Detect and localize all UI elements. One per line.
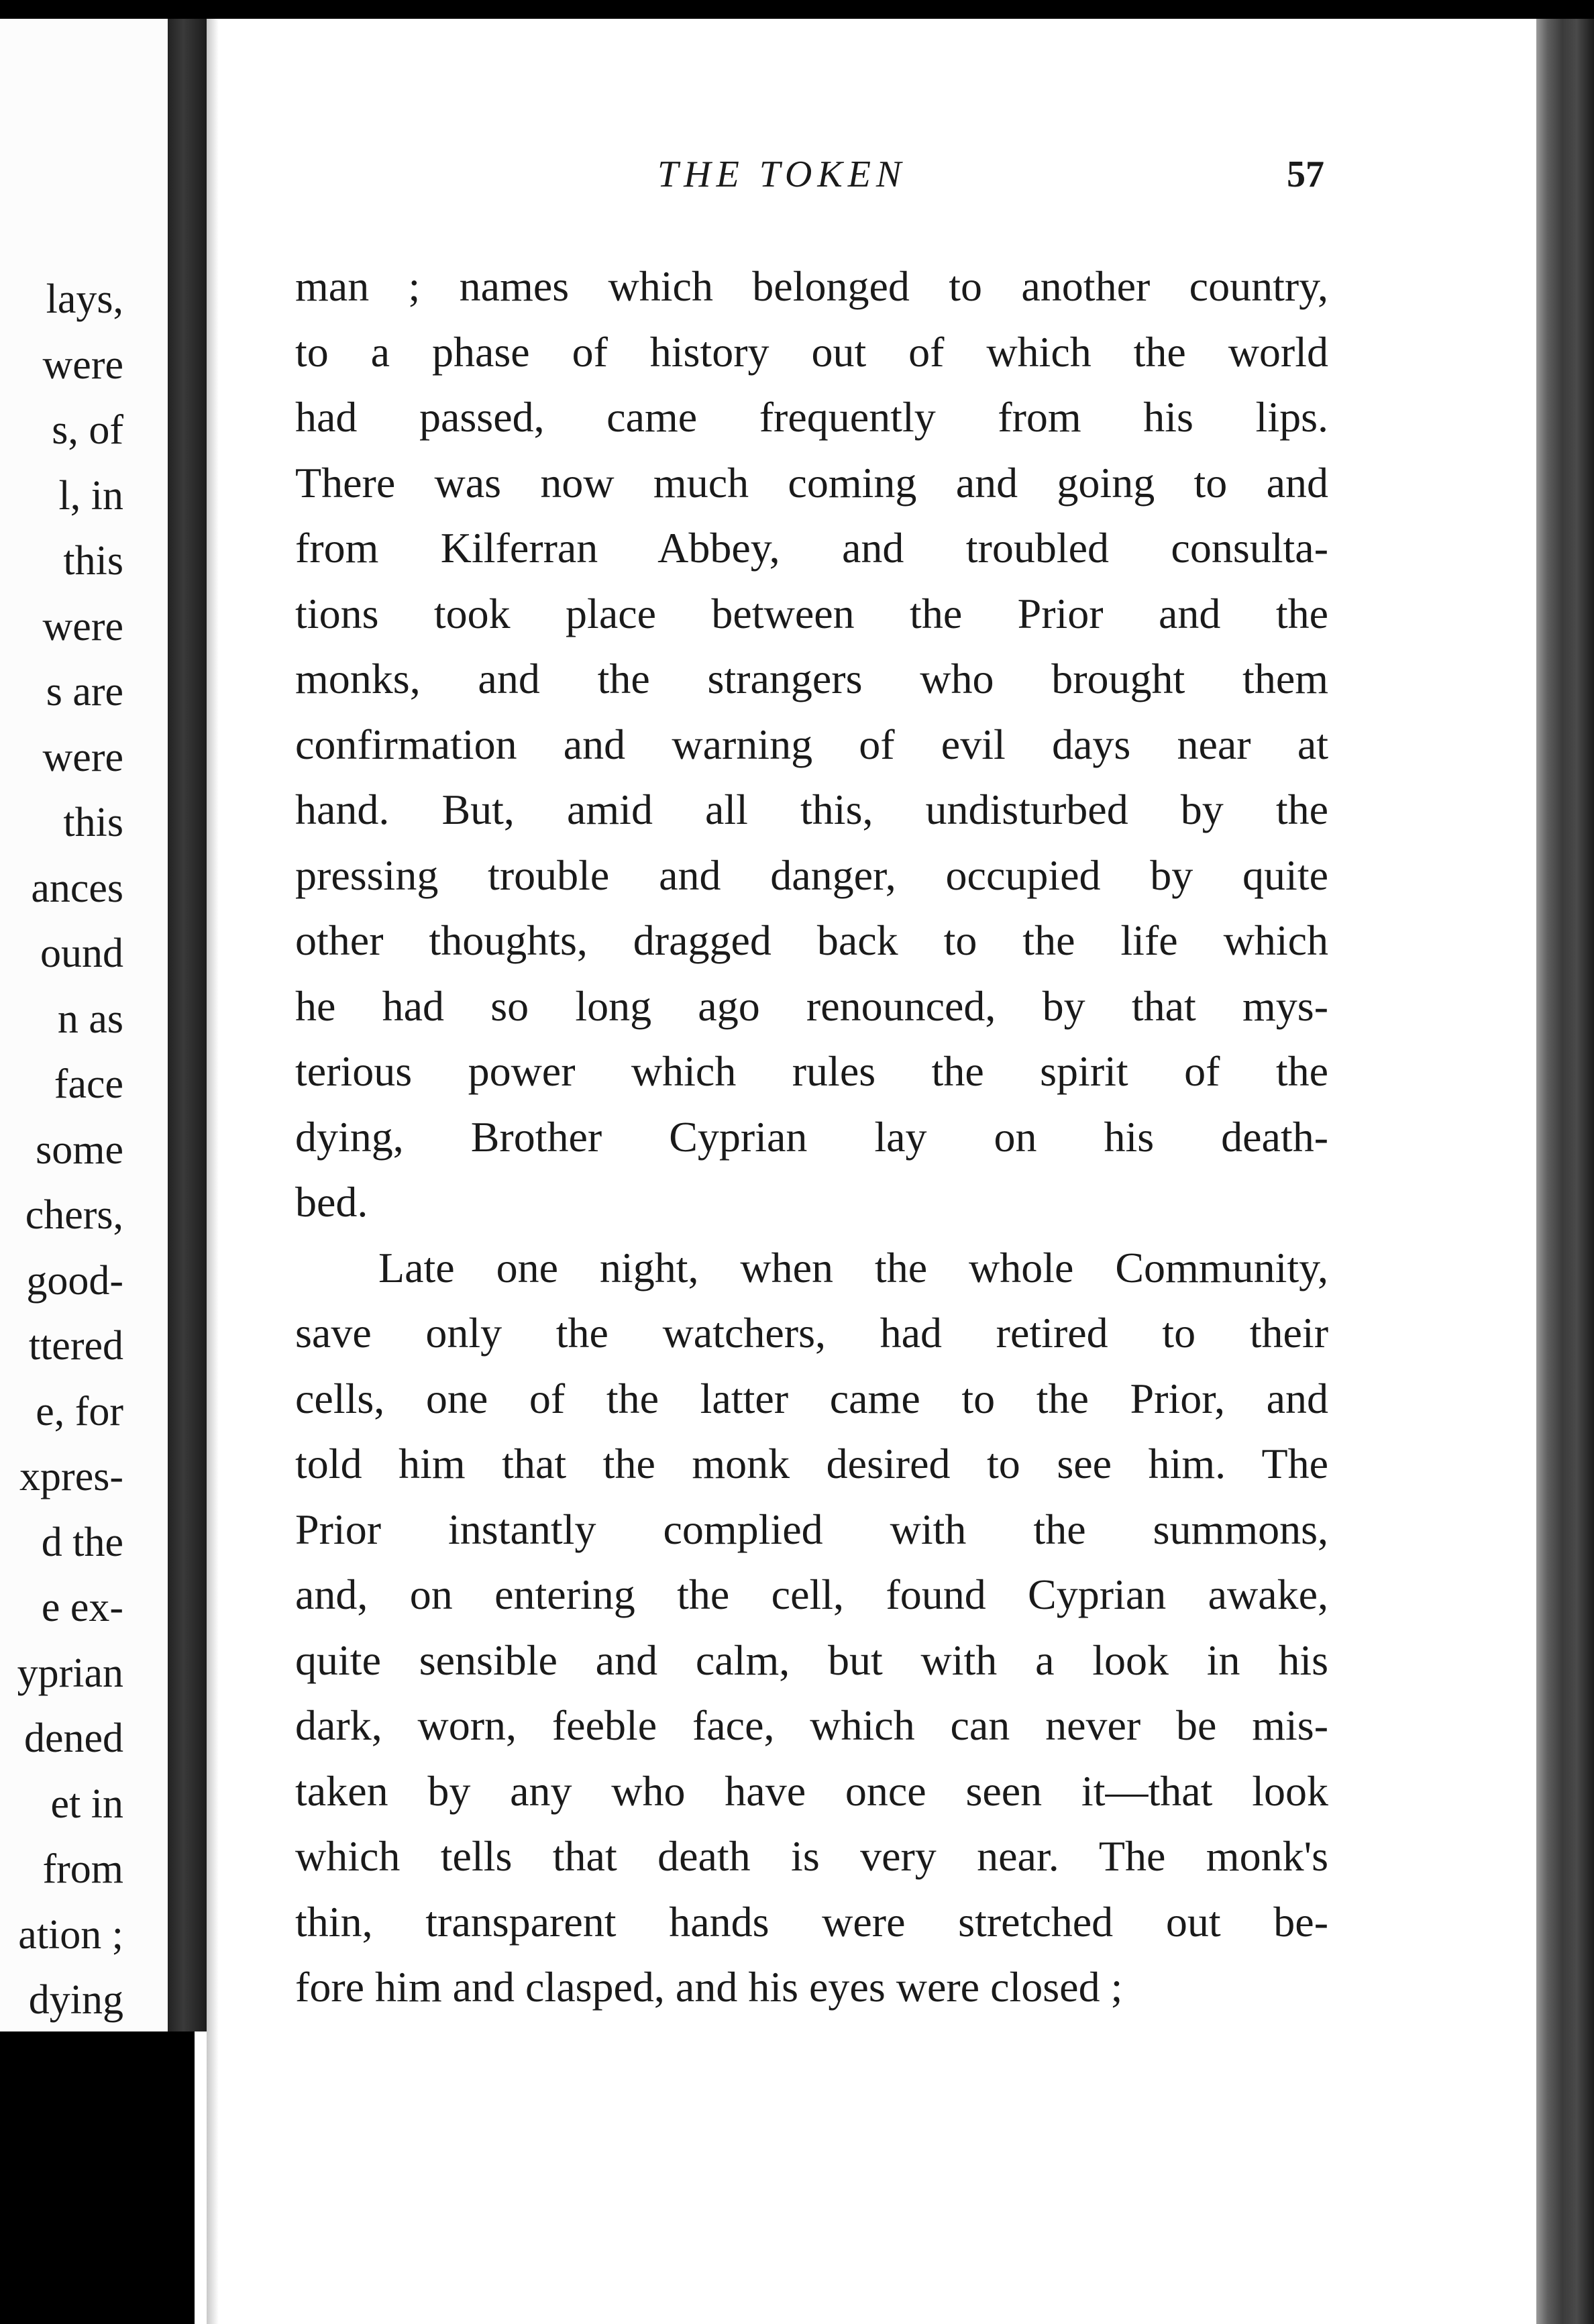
text-line: from Kilferran Abbey, and troubled consulta-	[295, 524, 1328, 572]
scan-bottom-left-border	[0, 2031, 195, 2324]
text-line: fore him and clasped, and his eyes were closed ;	[295, 1963, 1123, 2011]
left-page-fragment: dying	[28, 1977, 123, 2023]
text-line: confirmation and warning of evil days near at	[295, 720, 1328, 768]
left-page-fragment: yprian	[17, 1650, 123, 1696]
left-page-fragment: good-	[26, 1257, 123, 1304]
left-page-fragment: s are	[46, 669, 123, 715]
text-line: which tells that death is very near. The monk's	[295, 1832, 1328, 1880]
left-page-fragment: were	[42, 341, 123, 388]
text-line: There was now much coming and going to and	[295, 458, 1328, 507]
paragraph-2	[295, 1235, 1328, 2020]
book-gutter	[168, 19, 207, 2031]
text-line: taken by any who have once seen it—that look	[295, 1766, 1328, 1815]
left-page-fragment: ound	[40, 931, 123, 976]
left-page-fragment: were	[42, 734, 123, 780]
text-line: told him that the monk desired to see him. The	[295, 1440, 1328, 1487]
left-page-fragment: were	[42, 603, 123, 649]
page-number: 57	[1287, 154, 1324, 195]
left-page-fragment: ttered	[28, 1323, 123, 1369]
text-line: dying, Brother Cyprian lay on his death-	[295, 1112, 1328, 1161]
text-line: bed.	[295, 1178, 368, 1226]
text-line: Prior instantly complied with the summons,	[295, 1505, 1328, 1553]
left-page-fragment: n as	[57, 996, 123, 1042]
scan-top-border	[0, 0, 1594, 19]
running-header-title: THE TOKEN	[657, 154, 907, 195]
text-line: quite sensible and calm, but with a look in his	[295, 1636, 1328, 1684]
text-line: had passed, came frequently from his lips.	[295, 393, 1328, 441]
left-page-fragment: face	[54, 1061, 123, 1107]
text-line: he had so long ago renounced, by that mys-	[295, 982, 1328, 1030]
left-page-fragment: s, of	[52, 407, 123, 453]
left-page-text-fragments	[0, 267, 123, 2031]
text-line: save only the watchers, had retired to their	[295, 1309, 1328, 1357]
left-page-fragment: chers,	[25, 1192, 123, 1238]
left-page-fragment: l, in	[58, 472, 123, 519]
left-page-fragment: ation ;	[18, 1911, 123, 1958]
text-line: tions took place between the Prior and the	[295, 589, 1328, 637]
page-body-text	[295, 254, 1328, 2020]
left-page-fragment: e, for	[36, 1388, 123, 1434]
text-line: dark, worn, feeble face, which can never be mis-	[295, 1701, 1328, 1749]
left-page-fragment: d the	[41, 1519, 123, 1565]
left-page-fragment: this	[63, 538, 123, 584]
text-line: monks, and the strangers who brought them	[295, 655, 1328, 702]
text-line: pressing trouble and danger, occupied by quite	[295, 851, 1328, 899]
text-line: to a phase of history out of which the world	[295, 327, 1328, 376]
text-line: other thoughts, dragged back to the life which	[295, 916, 1328, 964]
left-page-fragment: xpres-	[19, 1454, 123, 1499]
left-page-fragment: lays,	[46, 276, 123, 322]
text-line: terious power which rules the spirit of the	[295, 1047, 1328, 1095]
text-line: thin, transparent hands were stretched out be-	[295, 1897, 1328, 1946]
text-line: hand. But, amid all this, undisturbed by the	[295, 786, 1328, 833]
left-page-fragment: dened	[23, 1715, 123, 1761]
left-page-fragment: from	[42, 1846, 123, 1892]
paragraph-1	[295, 254, 1328, 1235]
right-page-edge	[1536, 19, 1594, 2324]
left-page-fragment: ances	[31, 865, 123, 911]
left-page-fragment: e ex-	[41, 1585, 123, 1630]
left-page-edge	[0, 19, 168, 2031]
text-line: and, on entering the cell, found Cyprian awake,	[295, 1571, 1328, 1618]
text-line: man ; names which belonged to another country,	[295, 262, 1328, 310]
gutter-shadow	[207, 19, 219, 2324]
text-line: cells, one of the latter came to the Prior, and	[295, 1374, 1328, 1422]
left-page-fragment: this	[63, 800, 123, 845]
left-page-fragment: some	[36, 1126, 123, 1173]
text-line: Late one night, when the whole Community,	[378, 1243, 1328, 1291]
left-page-fragment: et in	[50, 1781, 123, 1827]
